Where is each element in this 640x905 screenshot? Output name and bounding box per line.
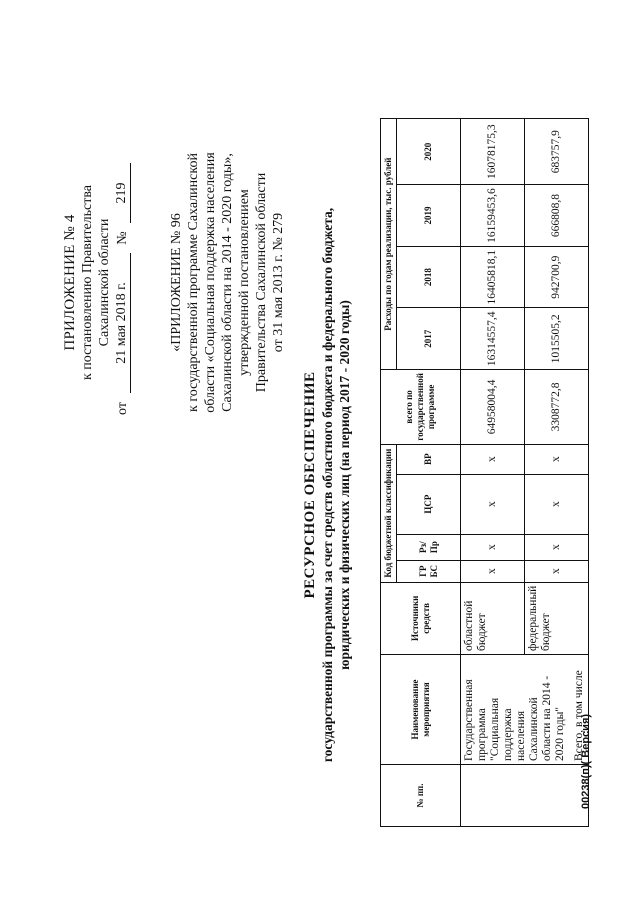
document-heading — [302, 205, 353, 765]
header-rzpr: Рз/ Пр — [397, 534, 461, 560]
appendix-title: ПРИЛОЖЕНИЕ № 4 — [62, 214, 78, 351]
number-label: № — [115, 231, 130, 245]
year-2018-cell: 16405818,1 — [461, 246, 525, 308]
source-cell: федеральный бюджет — [525, 582, 589, 654]
program-name: Государственная программа "Социальная поддержка населения Сахалинской области на 2014 - 2020 годы" — [463, 675, 566, 761]
header-csr: ЦСР — [397, 474, 461, 534]
appendix2-line: утвержденной постановлением — [237, 189, 252, 376]
header-budget-code: Код бюджетной классификации — [381, 444, 397, 582]
appendix2-date: 31 мая 2013 г. — [271, 254, 286, 336]
header-2018: 2018 — [397, 246, 461, 308]
appendix-number: 219 — [113, 163, 131, 223]
year-2017-cell: 16314557,4 — [461, 308, 525, 370]
appendix2-header — [168, 150, 287, 415]
year-2017-cell: 1015505,2 — [525, 308, 589, 370]
resource-table — [380, 118, 589, 827]
from-label: от — [271, 339, 286, 353]
year-2019-cell: 666808,8 — [525, 185, 589, 247]
appendix2-date-line — [270, 150, 287, 415]
table-row — [461, 119, 525, 827]
header-num: № пп. — [381, 765, 461, 827]
number-label: № — [271, 237, 286, 251]
appendix-line: Сахалинской области — [97, 218, 112, 347]
total-cell: 64958004,4 — [461, 370, 525, 445]
year-2020-cell: 683757,9 — [525, 119, 589, 185]
grbs-cell: х — [525, 560, 589, 582]
appendix-date: 21 мая 2018 г. — [113, 253, 131, 393]
heading-line: юридических и физических лиц (на период 2017 - 2020 годы) — [337, 300, 352, 670]
header-vr: ВР — [397, 444, 461, 474]
heading-title: РЕСУРСНОЕ ОБЕСПЕЧЕНИЕ — [302, 371, 318, 599]
year-2019-cell: 16159453,6 — [461, 185, 525, 247]
appendix2-line: Правительства Сахалинской области — [254, 172, 269, 393]
header-name: Наименование мероприятия — [381, 655, 461, 765]
header-2019: 2019 — [397, 185, 461, 247]
rzpr-cell: х — [525, 534, 589, 560]
total-label: Всего, в том числе — [573, 670, 585, 761]
header-total: всего по государственной программе — [381, 370, 461, 445]
appendix2-title: «ПРИЛОЖЕНИЕ № 96 — [169, 213, 184, 352]
grbs-cell: х — [461, 560, 525, 582]
appendix-header — [62, 150, 131, 415]
csr-cell: х — [525, 474, 589, 534]
heading-line: государственной программы за счет средств областного бюджета и федерального бюджета, — [320, 207, 335, 763]
appendix-line: к постановлению Правительства — [80, 184, 95, 381]
header-expenses: Расходы по годам реализации, тыс. рублей — [381, 119, 397, 370]
appendix2-line: к государственной программе Сахалинской — [186, 153, 201, 412]
version-footer: 00238(п)( Версия) — [580, 713, 592, 809]
header-2020: 2020 — [397, 119, 461, 185]
csr-cell: х — [461, 474, 525, 534]
program-name-cell — [461, 655, 589, 765]
appendix2-number: 279 — [271, 212, 286, 234]
total-cell: 3308772,8 — [525, 370, 589, 445]
vr-cell: х — [461, 444, 525, 474]
appendix2-line: области «Социальная поддержка населения — [203, 152, 218, 413]
vr-cell: х — [525, 444, 589, 474]
row-num-cell — [461, 765, 589, 827]
from-label: от — [115, 402, 130, 415]
year-2020-cell: 16078175,3 — [461, 119, 525, 185]
year-2018-cell: 942700,9 — [525, 246, 589, 308]
header-source: Источники средств — [381, 582, 461, 654]
appendix-date-line — [113, 150, 131, 415]
rzpr-cell: х — [461, 534, 525, 560]
header-2017: 2017 — [397, 308, 461, 370]
appendix2-line: Сахалинской области на 2014 - 2020 годы», — [220, 153, 235, 412]
source-cell: областной бюджет — [461, 582, 525, 654]
header-grbs: ГР БС — [397, 560, 461, 582]
